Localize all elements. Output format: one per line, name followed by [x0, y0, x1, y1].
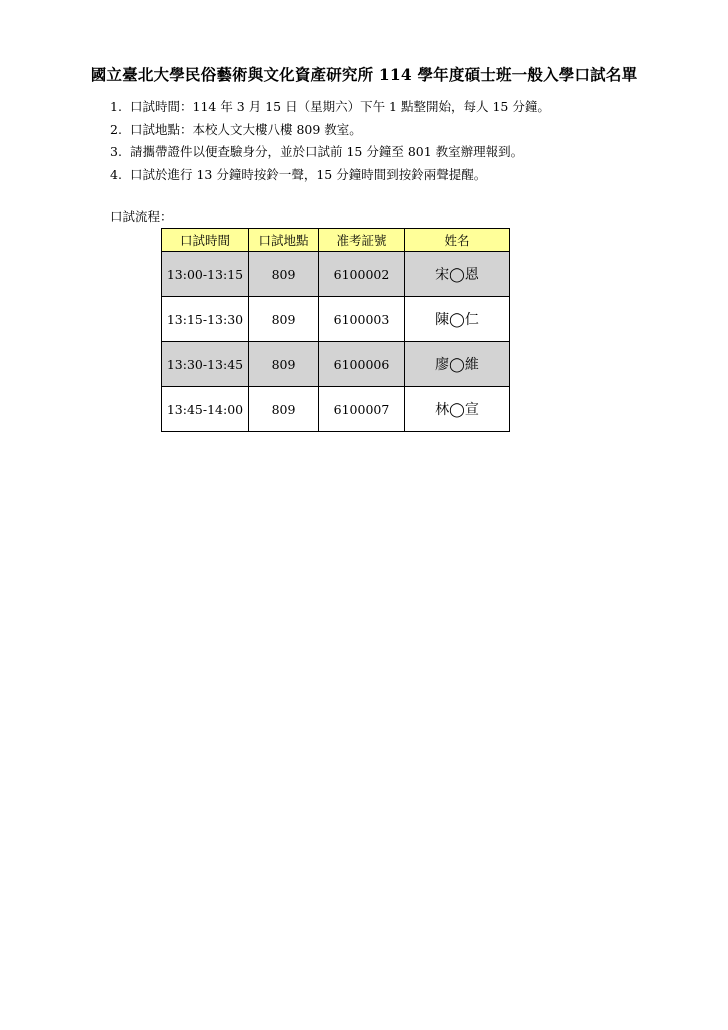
- flow-label: 口試流程：: [110, 209, 173, 224]
- instruction-item: [110, 143, 550, 166]
- instruction-item: [110, 121, 550, 144]
- header-time: 口試時間: [162, 229, 249, 252]
- cell-exam-id: 6100003: [319, 297, 405, 342]
- cell-name: 陳◯仁: [405, 297, 510, 342]
- item-number: 4.: [110, 166, 122, 182]
- table-row: [162, 297, 510, 342]
- item-text: 口試地點：本校人文大樓八樓 809 教室。: [130, 121, 362, 137]
- cell-name: 廖◯維: [405, 342, 510, 387]
- cell-exam-id: 6100006: [319, 342, 405, 387]
- cell-name: 林◯宣: [405, 387, 510, 432]
- instruction-list: [110, 98, 550, 188]
- header-name: 姓名: [405, 229, 510, 252]
- table-row: [162, 387, 510, 432]
- interview-schedule-table: [161, 228, 510, 432]
- instruction-item: [110, 98, 550, 121]
- item-text: 口試於進行 13 分鐘時按鈴一聲，15 分鐘時間到按鈴兩聲提醒。: [130, 166, 487, 182]
- cell-room: 809: [249, 297, 319, 342]
- item-number: 3.: [110, 144, 122, 159]
- cell-exam-id: 6100002: [319, 252, 405, 297]
- cell-exam-id: 6100007: [319, 387, 405, 432]
- table-row: [162, 252, 510, 297]
- item-text: 口試時間：114 年 3 月 15 日（星期六）下午 1 點整開始，每人 15 分鐘。: [130, 99, 550, 114]
- table-row: [162, 342, 510, 387]
- table-header-row: [162, 229, 510, 252]
- cell-time: 13:00-13:15: [162, 252, 249, 297]
- instruction-item: [110, 166, 550, 189]
- header-room: 口試地點: [249, 229, 319, 252]
- cell-time: 13:15-13:30: [162, 297, 249, 342]
- header-exam-id: 准考証號: [319, 229, 405, 252]
- cell-name: 宋◯恩: [405, 252, 510, 297]
- item-number: 1.: [110, 99, 122, 114]
- cell-room: 809: [249, 342, 319, 387]
- cell-time: 13:45-14:00: [162, 387, 249, 432]
- cell-time: 13:30-13:45: [162, 342, 249, 387]
- item-number: 2.: [110, 121, 122, 137]
- cell-room: 809: [249, 252, 319, 297]
- cell-room: 809: [249, 387, 319, 432]
- item-text: 請攜帶證件以便查驗身分，並於口試前 15 分鐘至 801 教室辦理報到。: [130, 144, 524, 159]
- page-title: 國立臺北大學民俗藝術與文化資產研究所 114 學年度碩士班一般入學口試名單: [90, 65, 638, 84]
